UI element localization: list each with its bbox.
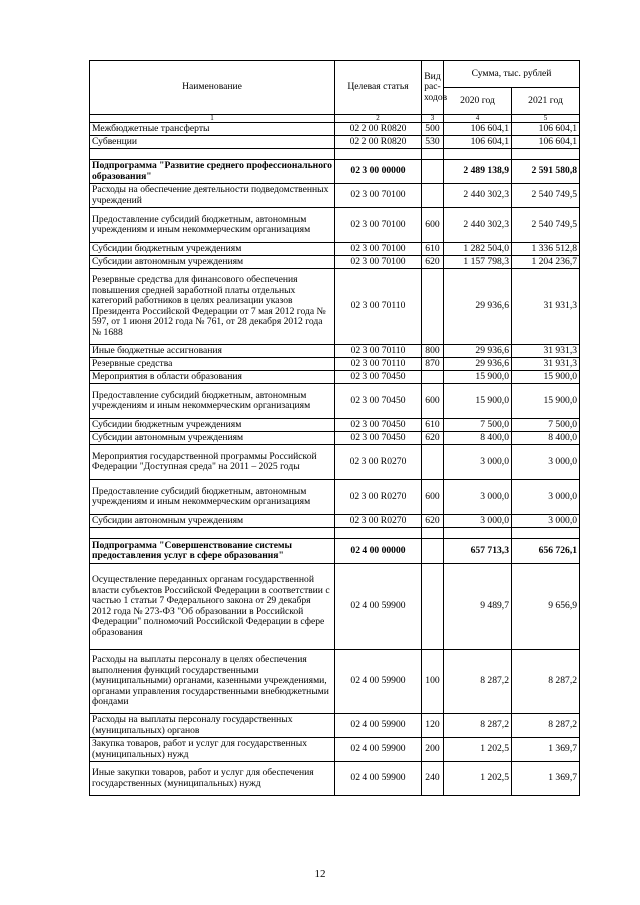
row-kind: 120 bbox=[422, 714, 444, 738]
row-name: Подпрограмма "Совершенствование системы предоставления услуг в сфере образования" bbox=[90, 539, 335, 564]
row-code: 02 3 00 70110 bbox=[335, 345, 422, 358]
row-value-2020: 2 440 302,3 bbox=[444, 208, 512, 243]
row-kind bbox=[422, 184, 444, 208]
row-kind: 870 bbox=[422, 358, 444, 371]
header-year-2020: 2020 год bbox=[444, 88, 512, 115]
row-kind bbox=[422, 371, 444, 384]
row-code: 02 4 00 59900 bbox=[335, 564, 422, 650]
row-value-2020: 7 500,0 bbox=[444, 419, 512, 432]
row-value-2021: 106 604,1 bbox=[512, 123, 580, 136]
row-value-2021: 1 336 512,8 bbox=[512, 243, 580, 256]
row-value-2021: 15 900,0 bbox=[512, 384, 580, 419]
row-code: 02 3 00 70450 bbox=[335, 371, 422, 384]
column-number-4: 4 bbox=[444, 115, 512, 123]
row-name: Резервные средства bbox=[90, 358, 335, 371]
table-row bbox=[90, 136, 580, 149]
row-kind: 800 bbox=[422, 345, 444, 358]
row-kind: 500 bbox=[422, 123, 444, 136]
row-code: 02 4 00 59900 bbox=[335, 738, 422, 762]
row-value-2020: 9 489,7 bbox=[444, 564, 512, 650]
header-expense-kind: Вид рас-ходов bbox=[422, 61, 444, 115]
table-row bbox=[90, 184, 580, 208]
row-code: 02 3 00 70450 bbox=[335, 384, 422, 419]
row-name: Субсидии автономным учреждениям bbox=[90, 432, 335, 445]
row-value-2020: 1 282 504,0 bbox=[444, 243, 512, 256]
row-value-2021: 2 591 580,8 bbox=[512, 160, 580, 184]
header-sum: Сумма, тыс. рублей bbox=[444, 61, 580, 88]
row-name: Закупка товаров, работ и услуг для государственных (муниципальных) нужд bbox=[90, 738, 335, 762]
row-kind: 620 bbox=[422, 432, 444, 445]
row-code: 02 4 00 59900 bbox=[335, 762, 422, 796]
row-code: 02 3 00 R0270 bbox=[335, 445, 422, 480]
spacer-row bbox=[90, 149, 580, 160]
row-value-2021: 656 726,1 bbox=[512, 539, 580, 564]
row-value-2020: 2 489 138,9 bbox=[444, 160, 512, 184]
row-kind: 600 bbox=[422, 208, 444, 243]
column-number-5: 5 bbox=[512, 115, 580, 123]
row-value-2020: 8 287,2 bbox=[444, 650, 512, 714]
row-code: 02 3 00 R0270 bbox=[335, 515, 422, 528]
row-value-2020: 29 936,6 bbox=[444, 345, 512, 358]
table-row bbox=[90, 515, 580, 528]
row-code: 02 2 00 R0820 bbox=[335, 123, 422, 136]
row-name: Мероприятия в области образования bbox=[90, 371, 335, 384]
row-name: Субвенции bbox=[90, 136, 335, 149]
row-value-2021: 3 000,0 bbox=[512, 480, 580, 515]
row-name: Субсидии бюджетным учреждениям bbox=[90, 243, 335, 256]
row-kind bbox=[422, 160, 444, 184]
row-kind bbox=[422, 564, 444, 650]
row-name: Предоставление субсидий бюджетным, автономным учреждениям и иным некоммерческим организациям bbox=[90, 384, 335, 419]
row-kind: 620 bbox=[422, 515, 444, 528]
row-value-2020: 1 157 798,3 bbox=[444, 256, 512, 269]
table-row bbox=[90, 432, 580, 445]
row-kind: 610 bbox=[422, 243, 444, 256]
row-value-2021: 1 204 236,7 bbox=[512, 256, 580, 269]
header-target-article: Целевая статья bbox=[335, 61, 422, 115]
table-row bbox=[90, 445, 580, 480]
row-kind: 600 bbox=[422, 480, 444, 515]
row-kind: 610 bbox=[422, 419, 444, 432]
row-code: 02 4 00 59900 bbox=[335, 714, 422, 738]
row-value-2021: 106 604,1 bbox=[512, 136, 580, 149]
row-code: 02 3 00 70450 bbox=[335, 419, 422, 432]
row-name: Подпрограмма "Развитие среднего профессионального образования" bbox=[90, 160, 335, 184]
table-row bbox=[90, 762, 580, 796]
row-name: Предоставление субсидий бюджетным, автономным учреждениям и иным некоммерческим организациям bbox=[90, 480, 335, 515]
row-value-2020: 1 202,5 bbox=[444, 762, 512, 796]
table-row bbox=[90, 123, 580, 136]
row-value-2020: 3 000,0 bbox=[444, 445, 512, 480]
table-row bbox=[90, 419, 580, 432]
row-code: 02 3 00 70100 bbox=[335, 208, 422, 243]
column-number-1: 1 bbox=[90, 115, 335, 123]
row-value-2020: 106 604,1 bbox=[444, 136, 512, 149]
spacer-row bbox=[90, 528, 580, 539]
header-year-2021: 2021 год bbox=[512, 88, 580, 115]
row-name: Осуществление переданных органам государственной власти субъектов Российской Федерации в соответствии с частью 1 статьи 7 Федерального закона от 29 декабря 2012 года № 273-ФЗ "Об образовании в Российской Федерации" полномочий Российской Федерации в сфере образования bbox=[90, 564, 335, 650]
row-value-2021: 8 287,2 bbox=[512, 650, 580, 714]
row-value-2020: 3 000,0 bbox=[444, 480, 512, 515]
row-value-2021: 31 931,3 bbox=[512, 358, 580, 371]
table-row bbox=[90, 650, 580, 714]
row-value-2021: 1 369,7 bbox=[512, 738, 580, 762]
row-code: 02 3 00 70100 bbox=[335, 256, 422, 269]
row-value-2020: 29 936,6 bbox=[444, 269, 512, 345]
table-row bbox=[90, 358, 580, 371]
row-value-2020: 106 604,1 bbox=[444, 123, 512, 136]
row-value-2020: 3 000,0 bbox=[444, 515, 512, 528]
row-value-2021: 8 400,0 bbox=[512, 432, 580, 445]
row-name: Субсидии бюджетным учреждениям bbox=[90, 419, 335, 432]
table-row bbox=[90, 345, 580, 358]
row-code: 02 3 00 R0270 bbox=[335, 480, 422, 515]
row-value-2020: 8 287,2 bbox=[444, 714, 512, 738]
table-row bbox=[90, 160, 580, 184]
table-row bbox=[90, 738, 580, 762]
row-kind bbox=[422, 539, 444, 564]
row-value-2021: 7 500,0 bbox=[512, 419, 580, 432]
table-row bbox=[90, 714, 580, 738]
row-code: 02 3 00 70110 bbox=[335, 269, 422, 345]
row-value-2021: 2 540 749,5 bbox=[512, 184, 580, 208]
table-row bbox=[90, 564, 580, 650]
row-value-2021: 8 287,2 bbox=[512, 714, 580, 738]
row-code: 02 3 00 70100 bbox=[335, 243, 422, 256]
row-kind: 200 bbox=[422, 738, 444, 762]
row-name: Субсидии автономным учреждениям bbox=[90, 256, 335, 269]
row-value-2020: 8 400,0 bbox=[444, 432, 512, 445]
row-code: 02 3 00 70110 bbox=[335, 358, 422, 371]
row-value-2021: 2 540 749,5 bbox=[512, 208, 580, 243]
row-kind: 530 bbox=[422, 136, 444, 149]
row-value-2021: 31 931,3 bbox=[512, 269, 580, 345]
row-value-2020: 1 202,5 bbox=[444, 738, 512, 762]
row-value-2020: 29 936,6 bbox=[444, 358, 512, 371]
row-name: Мероприятия государственной программы Российской Федерации "Доступная среда" на 2011 – 2025 годы bbox=[90, 445, 335, 480]
budget-table bbox=[89, 60, 580, 796]
row-value-2020: 15 900,0 bbox=[444, 371, 512, 384]
row-kind bbox=[422, 445, 444, 480]
table-row bbox=[90, 269, 580, 345]
row-value-2020: 657 713,3 bbox=[444, 539, 512, 564]
row-code: 02 3 00 70100 bbox=[335, 184, 422, 208]
table-row bbox=[90, 480, 580, 515]
row-name: Резервные средства для финансового обеспечения повышения средней заработной платы отдельных категорий работников в целях реализации указов Президента Российской Федерации от 7 мая 2012 года № 597, от 1 июня 2012 года № 761, от 28 декабря 2012 года № 1688 bbox=[90, 269, 335, 345]
row-kind: 100 bbox=[422, 650, 444, 714]
row-value-2020: 2 440 302,3 bbox=[444, 184, 512, 208]
row-kind: 600 bbox=[422, 384, 444, 419]
table-row bbox=[90, 256, 580, 269]
page-number: 12 bbox=[314, 868, 326, 880]
row-kind: 620 bbox=[422, 256, 444, 269]
row-value-2021: 15 900,0 bbox=[512, 371, 580, 384]
column-number-2: 2 bbox=[335, 115, 422, 123]
row-code: 02 4 00 00000 bbox=[335, 539, 422, 564]
row-name: Иные закупки товаров, работ и услуг для обеспечения государственных (муниципальных) нужд bbox=[90, 762, 335, 796]
row-code: 02 4 00 59900 bbox=[335, 650, 422, 714]
row-value-2021: 9 656,9 bbox=[512, 564, 580, 650]
row-value-2020: 15 900,0 bbox=[444, 384, 512, 419]
row-value-2021: 31 931,3 bbox=[512, 345, 580, 358]
row-name: Расходы на обеспечение деятельности подведомственных учреждений bbox=[90, 184, 335, 208]
table-row bbox=[90, 539, 580, 564]
header-name: Наименование bbox=[90, 61, 335, 115]
row-kind: 240 bbox=[422, 762, 444, 796]
row-value-2021: 3 000,0 bbox=[512, 515, 580, 528]
row-kind bbox=[422, 269, 444, 345]
row-name: Расходы на выплаты персоналу в целях обеспечения выполнения функций государственными (муниципальными) органами, казенными учреждениями, органами управления государственными внебюджетными фондами bbox=[90, 650, 335, 714]
row-name: Иные бюджетные ассигнования bbox=[90, 345, 335, 358]
table-row bbox=[90, 371, 580, 384]
row-name: Субсидии автономным учреждениям bbox=[90, 515, 335, 528]
row-value-2021: 1 369,7 bbox=[512, 762, 580, 796]
row-code: 02 3 00 00000 bbox=[335, 160, 422, 184]
row-name: Межбюджетные трансферты bbox=[90, 123, 335, 136]
row-value-2021: 3 000,0 bbox=[512, 445, 580, 480]
row-name: Расходы на выплаты персоналу государственных (муниципальных) органов bbox=[90, 714, 335, 738]
table-row bbox=[90, 208, 580, 243]
row-code: 02 3 00 70450 bbox=[335, 432, 422, 445]
column-number-3: 3 bbox=[422, 115, 444, 123]
table-row bbox=[90, 384, 580, 419]
row-name: Предоставление субсидий бюджетным, автономным учреждениям и иным некоммерческим организациям bbox=[90, 208, 335, 243]
row-code: 02 2 00 R0820 bbox=[335, 136, 422, 149]
table-row bbox=[90, 243, 580, 256]
